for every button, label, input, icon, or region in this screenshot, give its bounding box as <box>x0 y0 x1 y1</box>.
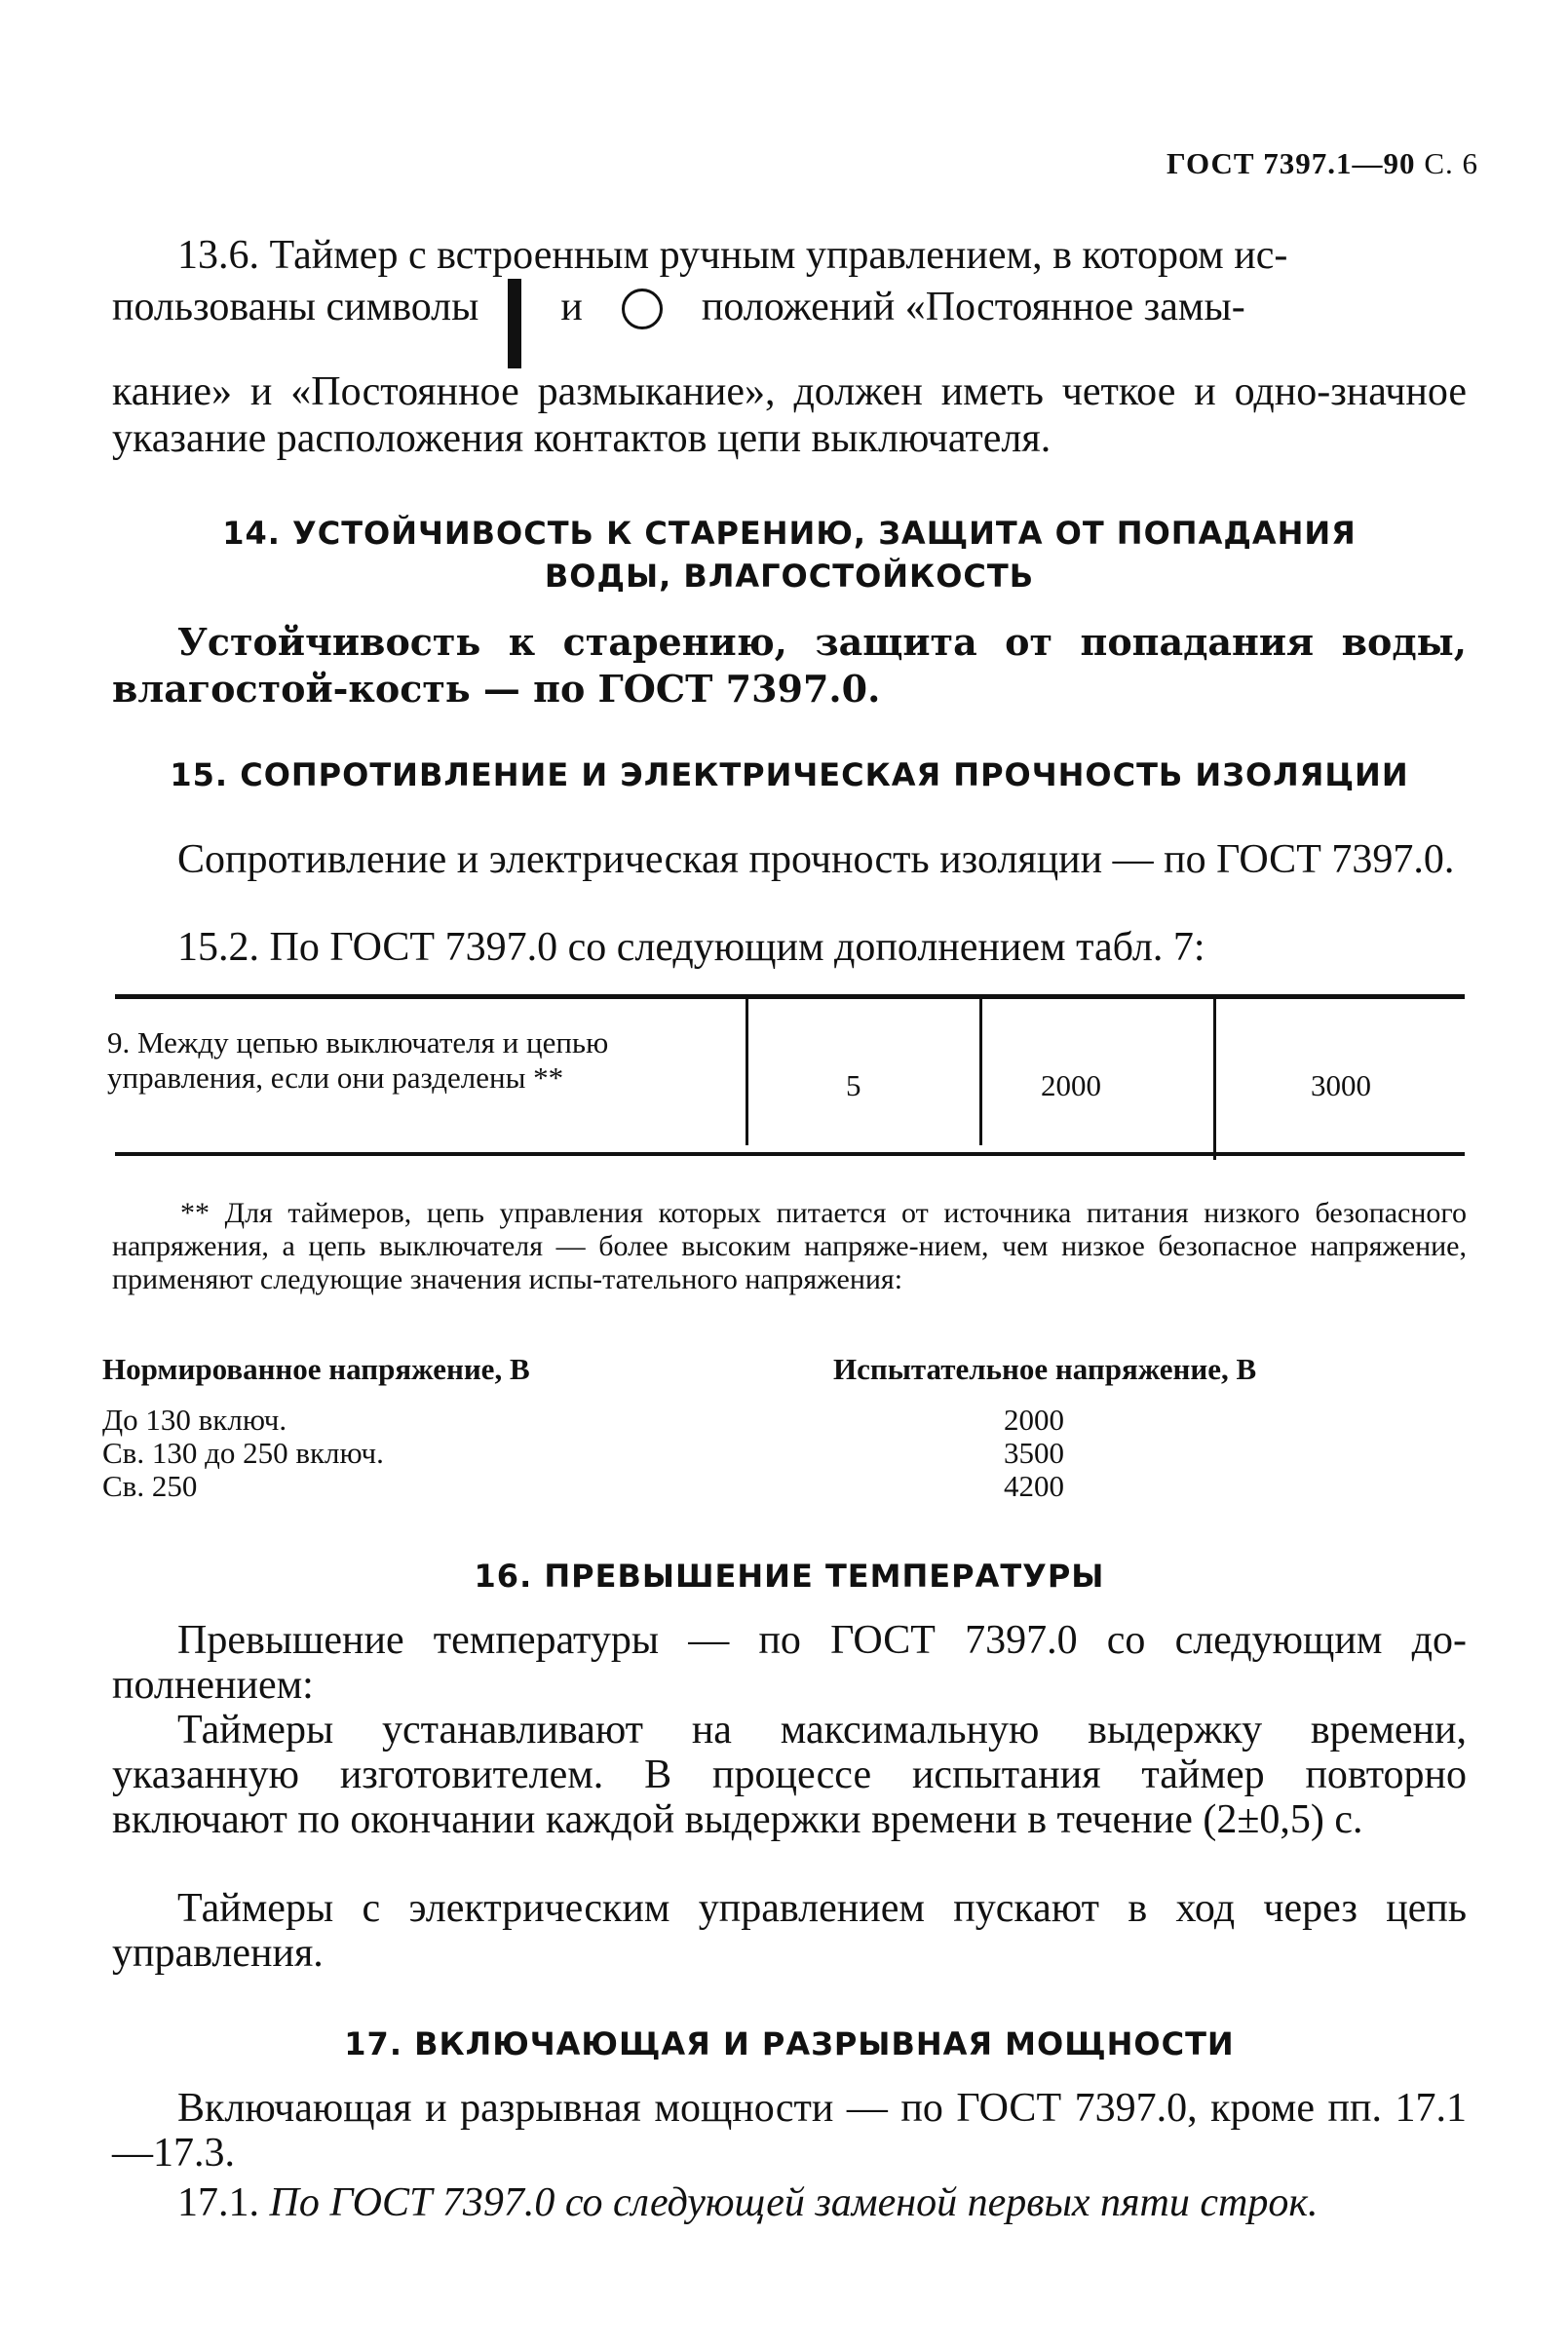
open-position-symbol <box>622 289 663 329</box>
test-voltage-header: Испытательное напряжение, В <box>833 1352 1257 1386</box>
table-cell-col2: 2000 <box>1041 1068 1101 1102</box>
section-17-p1: Включающая и разрывная мощности — по ГОСТ 7397.0, кроме пп. 17.1—17.3. <box>112 2086 1467 2176</box>
rated-voltage-row-3: Св. 250 <box>102 1469 198 1503</box>
test-voltage-row-3: 4200 <box>1004 1469 1064 1503</box>
rated-voltage-row-2: Св. 130 до 250 включ. <box>102 1436 384 1470</box>
clause-13-6-rest: кание» и «Постоянное размыкание», должен иметь четкое и одно-значное указание расположения контактов цепи выключателя. <box>112 369 1467 461</box>
closed-position-symbol <box>508 279 521 368</box>
test-voltage-row-1: 2000 <box>1004 1403 1064 1437</box>
table-bottom-rule <box>115 1152 1465 1156</box>
table-row-label: 9. Между цепью выключателя и цепью управления, если они разделены ** <box>107 1025 609 1095</box>
symbols-text: пользованы символы <box>112 285 479 329</box>
table-top-rule <box>115 994 1465 999</box>
table-cell-col1: 5 <box>846 1068 861 1102</box>
section-16-heading: 16. ПРЕВЫШЕНИЕ ТЕМПЕРАТУРЫ <box>474 1558 1105 1595</box>
footnote-text: ** Для таймеров, цепь управления которых питается от источника питания низкого безопасного напряжения, а цепь выключателя — более высоким напряже-нием, чем низкое безопасное напряжение, применяют следующие значения испы-тательного напряжения: <box>112 1197 1467 1295</box>
section-14-heading: 14. УСТОЙЧИВОСТЬ К СТАРЕНИЮ, ЗАЩИТА ОТ ПОПАДАНИЯ ВОДЫ, ВЛАГОСТОЙКОСТЬ <box>222 515 1357 595</box>
clause-17-1-text: По ГОСТ 7397.0 со следующей заменой первых пяти строк. <box>269 2180 1319 2225</box>
positions-text: положений «Постоянное замы- <box>701 285 1245 329</box>
clause-13-6-line1: 13.6. Таймер с встроенным ручным управлением, в котором ис- <box>177 233 1288 278</box>
page-number: С. 6 <box>1424 146 1478 180</box>
clause-17-1 <box>112 2179 1467 2226</box>
clause-13-6 <box>112 232 1467 462</box>
standard-number: ГОСТ 7397.1—90 <box>1166 146 1416 180</box>
section-17-heading: 17. ВКЛЮЧАЮЩАЯ И РАЗРЫВНАЯ МОЩНОСТИ <box>344 2025 1235 2062</box>
section-16-p2: Таймеры устанавливают на максимальную выдержку времени, указанную изготовителем. В процессе испытания таймер повторно включают по окончании каждой выдержки времени в течение (2±0,5) с. <box>112 1708 1467 1842</box>
table-divider <box>746 999 748 1145</box>
clause-15-2: 15.2. По ГОСТ 7397.0 со следующим дополнением табл. 7: <box>177 925 1205 970</box>
rated-voltage-row-1: До 130 включ. <box>102 1403 287 1437</box>
rated-voltage-header: Нормированное напряжение, В <box>102 1352 530 1386</box>
page-header <box>1166 146 1478 181</box>
section-16-p3: Таймеры с электрическим управлением пускают в ход через цепь управления. <box>112 1886 1467 1976</box>
and-text: и <box>560 285 583 329</box>
section-15-heading: 15. СОПРОТИВЛЕНИЕ И ЭЛЕКТРИЧЕСКАЯ ПРОЧНОСТЬ ИЗОЛЯЦИИ <box>170 756 1409 793</box>
table-cell-col3: 3000 <box>1311 1068 1371 1102</box>
section-16-p1: Превышение температуры — по ГОСТ 7397.0 со следующим до-полнением: <box>112 1618 1467 1708</box>
section-15-text: Сопротивление и электрическая прочность изоляции — по ГОСТ 7397.0. <box>177 837 1455 882</box>
clause-17-1-number: 17.1. <box>177 2180 259 2225</box>
section-14-text: Устойчивость к старению, защита от попадания воды, влагостой-кость — по ГОСТ 7397.0. <box>112 620 1467 711</box>
test-voltage-row-2: 3500 <box>1004 1436 1064 1470</box>
table-divider <box>1213 999 1216 1160</box>
clause-13-6-symbols-line <box>112 279 1467 368</box>
table-divider <box>979 999 982 1145</box>
